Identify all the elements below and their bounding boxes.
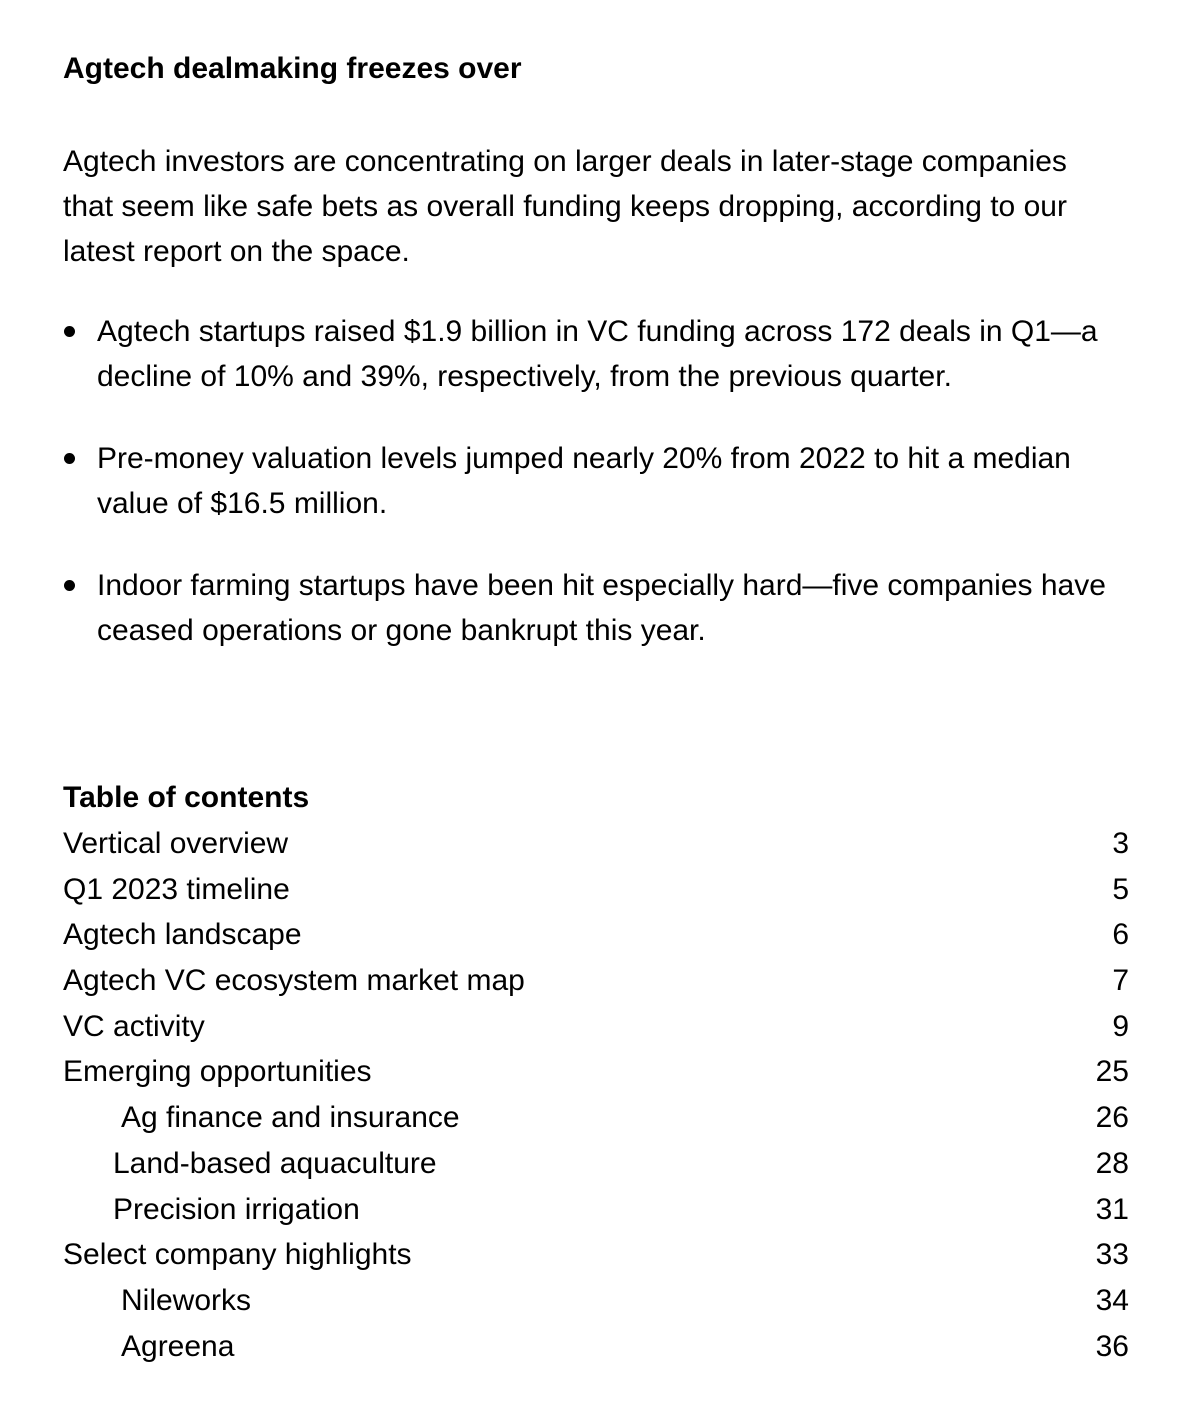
toc-entry-page: 5 xyxy=(1112,872,1129,906)
toc-entry-title: Nileworks xyxy=(121,1283,252,1317)
toc-entry-q1-timeline[interactable] xyxy=(63,867,1129,913)
toc-entry-title: Q1 2023 timeline xyxy=(63,872,290,906)
toc-entry-vertical-overview[interactable] xyxy=(63,821,1129,867)
toc-entry-precision-irrigation[interactable] xyxy=(63,1187,1129,1233)
toc-entry-agreena[interactable] xyxy=(63,1324,1129,1370)
toc-entry-page: 9 xyxy=(1112,1009,1129,1043)
toc-heading: Table of contents xyxy=(63,781,310,814)
toc-entry-title: Ag finance and insurance xyxy=(121,1101,460,1135)
bullet-dot-icon xyxy=(64,326,75,337)
toc-entry-nileworks[interactable] xyxy=(63,1278,1129,1324)
toc-entry-emerging-opportunities[interactable] xyxy=(63,1049,1129,1095)
toc-entry-title: Agreena xyxy=(121,1329,235,1363)
toc-entry-vc-activity[interactable] xyxy=(63,1004,1129,1050)
bullet-dot-icon xyxy=(64,453,75,464)
toc-entry-ag-finance[interactable] xyxy=(63,1095,1129,1141)
toc-entry-agtech-landscape[interactable] xyxy=(63,912,1129,958)
toc-entry-page: 3 xyxy=(1112,827,1129,860)
toc-entry-title: Emerging opportunities xyxy=(63,1055,372,1089)
intro-paragraph: Agtech investors are concentrating on larger deals in later-stage companies that seem like safe bets as overall funding keeps dropping, according to our latest report on the space. xyxy=(63,145,1067,268)
toc-entry-market-map[interactable] xyxy=(63,958,1129,1004)
list-item xyxy=(63,309,1123,399)
table-of-contents xyxy=(63,821,1129,1369)
toc-entry-page: 34 xyxy=(1095,1283,1129,1317)
toc-entry-page: 6 xyxy=(1112,918,1129,952)
toc-entry-page: 25 xyxy=(1095,1055,1129,1089)
list-item xyxy=(63,436,1123,526)
toc-entry-page: 28 xyxy=(1095,1146,1129,1180)
toc-entry-title: VC activity xyxy=(63,1009,205,1043)
toc-entry-title: Select company highlights xyxy=(63,1238,412,1272)
bullet-text: Agtech startups raised $1.9 billion in VC funding across 172 deals in Q1—a decline of 10% and 39%, respectively, from the previous quarter. xyxy=(97,315,1098,393)
toc-entry-aquaculture[interactable] xyxy=(63,1141,1129,1187)
toc-entry-title: Land-based aquaculture xyxy=(113,1146,437,1180)
headline: Agtech dealmaking freezes over xyxy=(63,52,522,85)
toc-entry-page: 33 xyxy=(1095,1238,1129,1272)
toc-entry-page: 7 xyxy=(1112,964,1129,998)
toc-entry-title: Agtech landscape xyxy=(63,918,302,952)
bullet-text: Pre-money valuation levels jumped nearly 20% from 2022 to hit a median value of $16.5 million. xyxy=(97,442,1071,520)
bullet-dot-icon xyxy=(64,580,75,591)
toc-entry-page: 26 xyxy=(1095,1101,1129,1135)
toc-entry-page: 31 xyxy=(1095,1192,1129,1226)
toc-entry-title: Precision irrigation xyxy=(113,1192,360,1226)
list-item xyxy=(63,563,1123,653)
toc-entry-title: Agtech VC ecosystem market map xyxy=(63,964,525,998)
toc-entry-title: Vertical overview xyxy=(63,827,289,860)
toc-entry-company-highlights[interactable] xyxy=(63,1232,1129,1278)
key-findings-list xyxy=(63,309,1123,690)
bullet-text: Indoor farming startups have been hit especially hard—five companies have ceased operations or gone bankrupt this year. xyxy=(97,569,1106,647)
toc-entry-page: 36 xyxy=(1095,1329,1129,1363)
